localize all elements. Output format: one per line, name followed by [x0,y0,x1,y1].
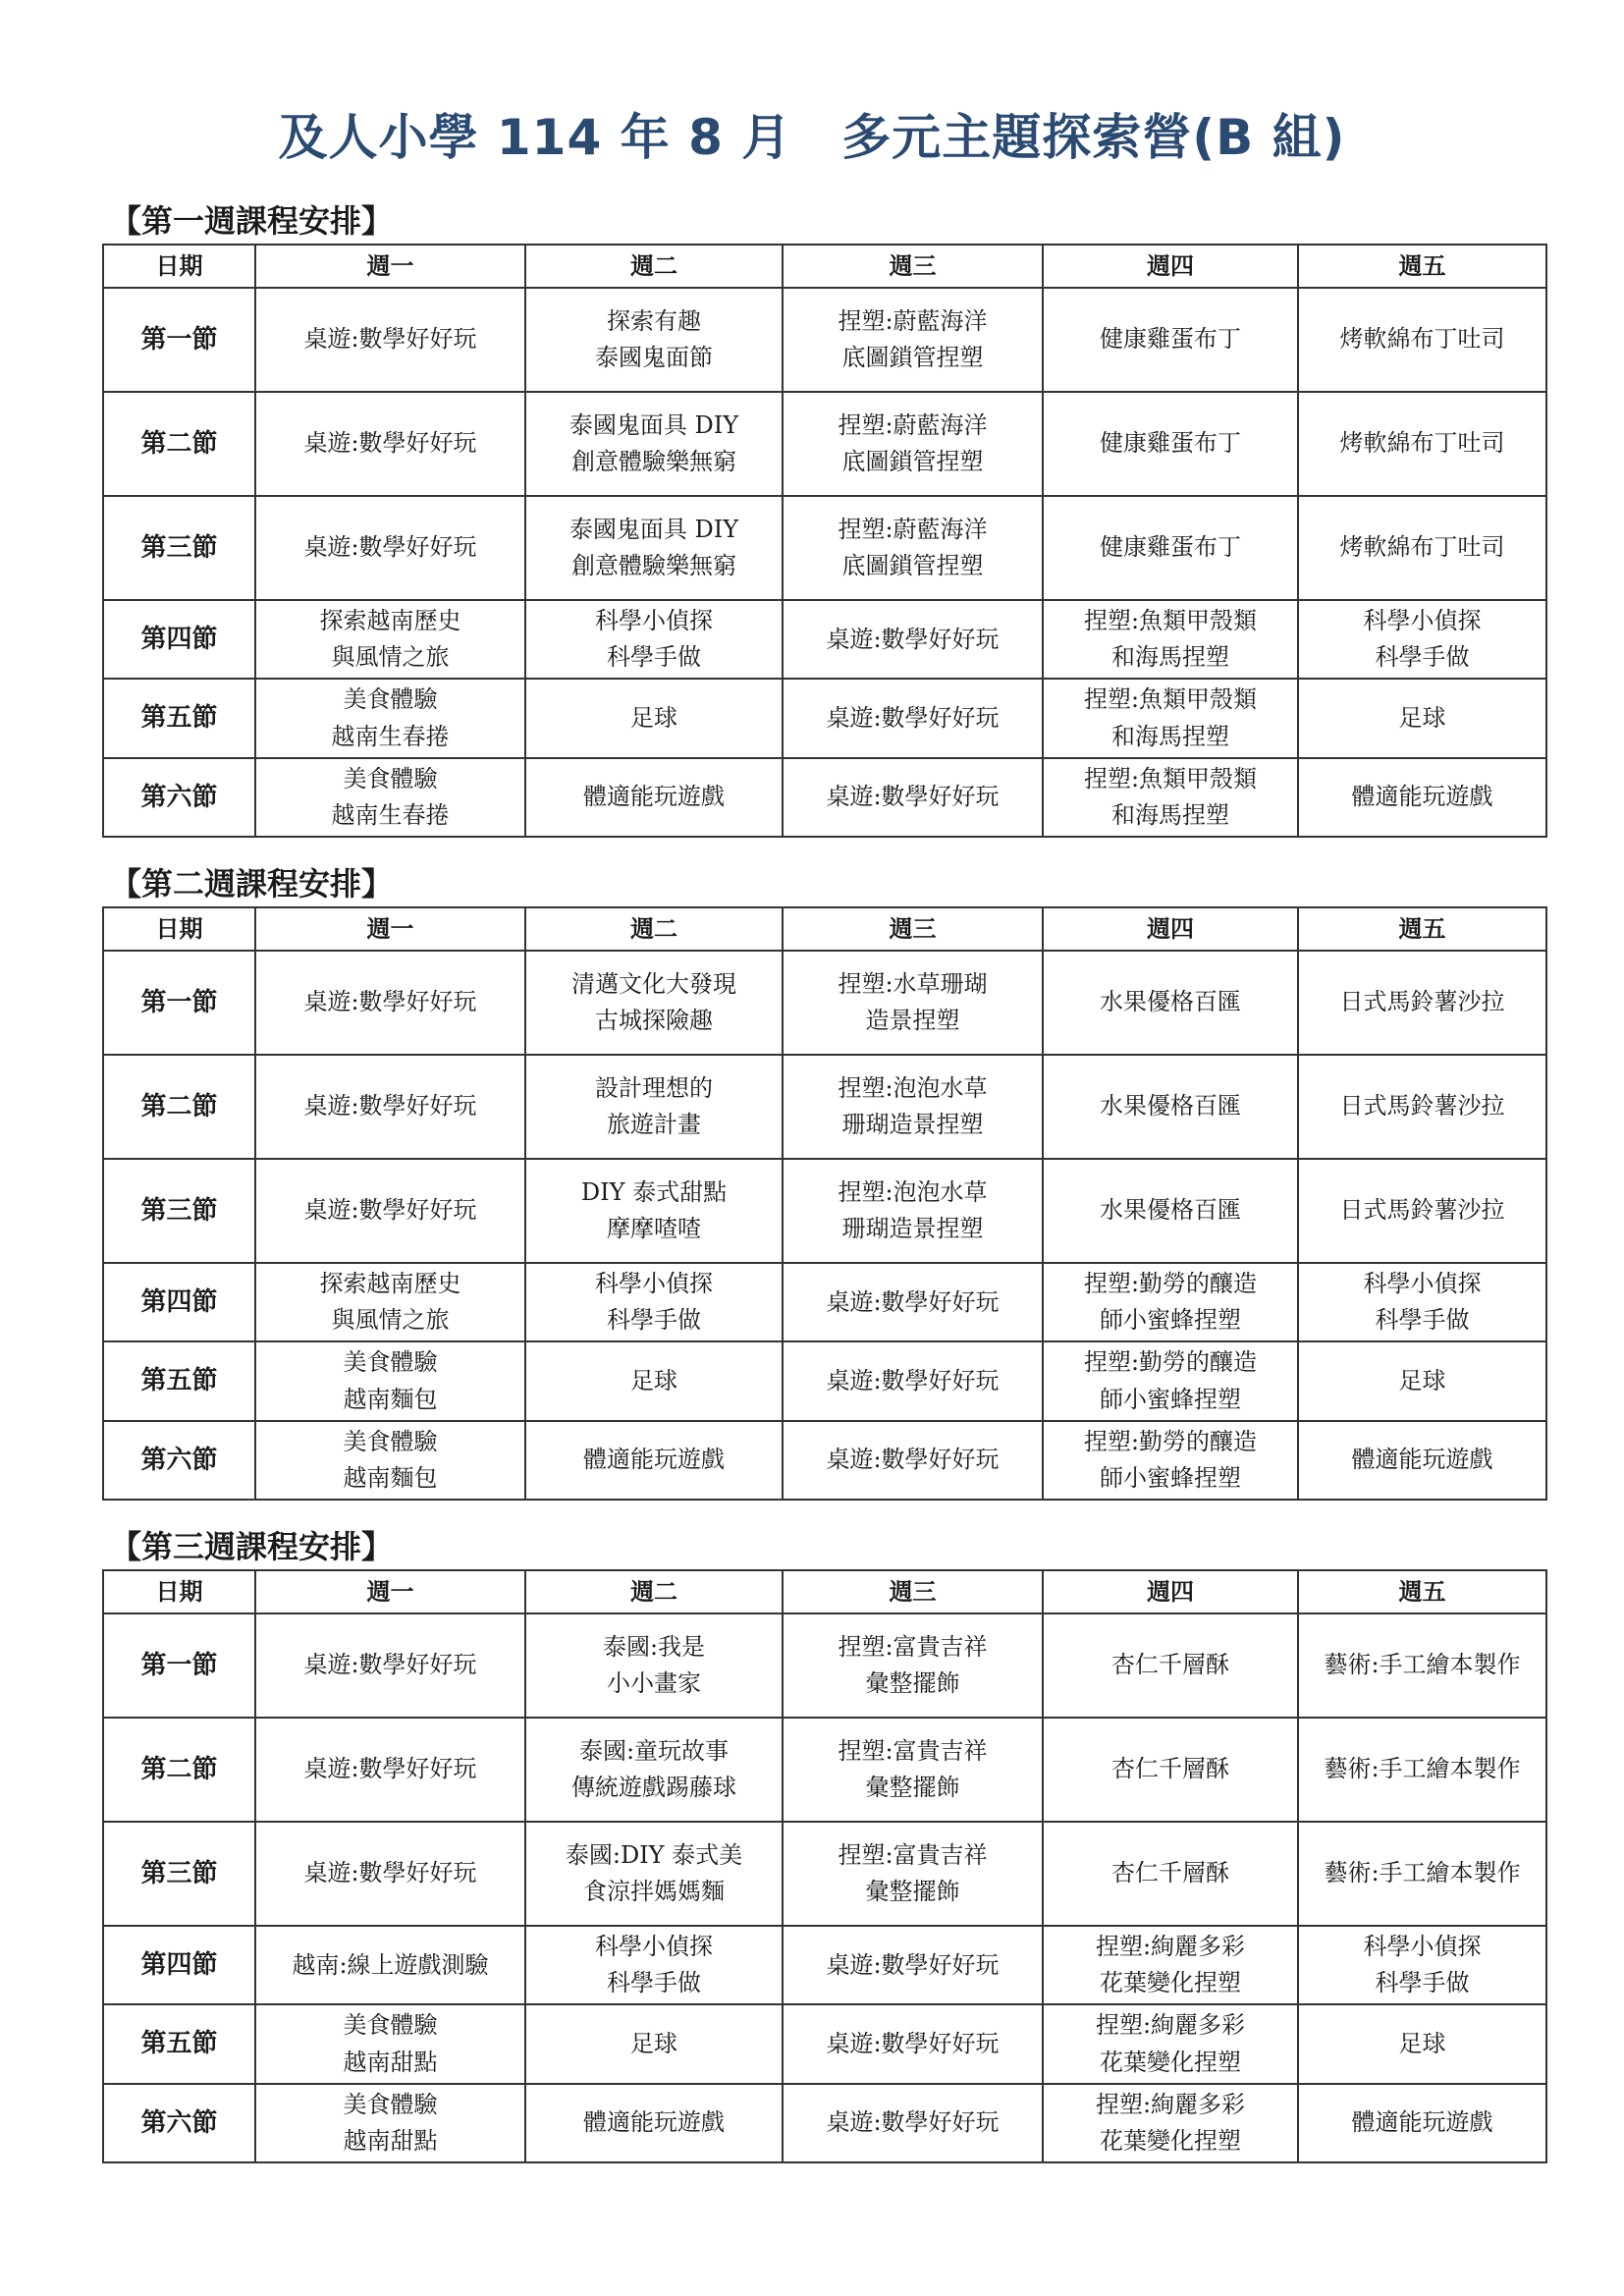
table-row [103,392,1546,496]
course-cell [1043,1421,1298,1500]
period-label: 第二節 [103,1055,255,1159]
course-text: 日式馬鈴薯沙拉 [1339,1196,1505,1225]
course-text: 捏塑:蔚藍海洋 [838,306,988,335]
course-text: 小小畫家 [607,1669,701,1697]
course-text: 傳統遊戲踢藤球 [571,1774,736,1801]
column-header: 週二 [525,907,783,951]
course-text: 水果優格百匯 [1100,1092,1241,1121]
course-text: 越南麵包 [343,1385,438,1413]
period-label: 第六節 [103,2084,255,2162]
course-text: 桌遊:數學好好玩 [826,2108,1000,2137]
course-text: 水果優格百匯 [1100,1196,1241,1225]
course-text: 捏塑:富貴吉祥 [838,1736,988,1765]
column-header: 週三 [783,1570,1043,1613]
course-cell [255,1055,525,1159]
course-cell [783,951,1043,1055]
course-text: 造景捏塑 [865,1007,960,1034]
course-cell [525,1926,783,2004]
table-row [103,758,1546,837]
course-text: 桌遊:數學好好玩 [303,325,477,354]
column-header: 週一 [255,907,525,951]
course-text: 捏塑:富貴吉祥 [838,1840,988,1869]
course-text: 桌遊:數學好好玩 [303,1755,477,1783]
course-text: 泰國鬼面節 [595,344,713,371]
column-header: 日期 [103,1570,255,1613]
course-text: 花葉變化捏塑 [1100,2048,1241,2076]
course-cell [255,2004,525,2083]
course-text: 桌遊:數學好好玩 [826,1950,1000,1979]
period-label: 第一節 [103,288,255,392]
course-cell [783,1718,1043,1822]
course-text: 泰國:DIY 泰式美 [565,1840,743,1869]
course-cell [255,1421,525,1500]
course-text: 水果優格百匯 [1100,988,1241,1016]
table-header-row [103,245,1546,288]
course-text: 捏塑:魚類甲殼類 [1083,764,1258,793]
course-cell [1043,1159,1298,1263]
course-cell [525,1613,783,1718]
course-cell [1043,951,1298,1055]
table-row [103,951,1546,1055]
course-text: 科學手做 [1375,1969,1470,1997]
course-cell [1043,600,1298,679]
course-text: 烤軟綿布丁吐司 [1339,325,1505,354]
column-header: 週二 [525,1570,783,1613]
course-cell [1298,951,1546,1055]
course-text: 桌遊:數學好好玩 [826,703,1000,732]
period-label: 第四節 [103,1926,255,2004]
course-cell [525,1055,783,1159]
page-title: 及人小學 114 年 8 月 多元主題探索營(B 組) [278,109,1346,166]
course-text: 杏仁千層酥 [1111,1755,1229,1783]
course-cell [1298,1159,1546,1263]
course-text: 科學小偵探 [595,1270,713,1297]
course-cell [525,600,783,679]
course-text: 科學小偵探 [595,607,713,634]
column-header: 週四 [1043,1570,1298,1613]
course-cell [525,951,783,1055]
course-text: 桌遊:數學好好玩 [826,1287,1000,1316]
course-cell [255,1718,525,1822]
period-label: 第五節 [103,1341,255,1420]
course-cell [1298,1718,1546,1822]
course-cell [525,392,783,496]
course-text: DIY 泰式甜點 [580,1177,728,1206]
period-label: 第四節 [103,600,255,679]
course-text: 足球 [1398,2029,1446,2057]
schedule-table [102,1569,1547,2163]
column-header: 週三 [783,907,1043,951]
course-cell [525,1421,783,1500]
course-cell [525,1718,783,1822]
course-text: 越南生春捲 [331,800,450,829]
course-text: 藝術:手工繪本製作 [1324,1651,1521,1679]
course-cell [255,679,525,757]
column-header: 週二 [525,245,783,288]
course-text: 桌遊:數學好好玩 [826,2029,1000,2057]
course-text: 探索越南歷史 [319,607,461,634]
course-cell [783,1263,1043,1341]
course-text: 彙整擺飾 [865,1669,960,1697]
course-text: 捏塑:蔚藍海洋 [838,410,988,439]
course-cell [1298,392,1546,496]
course-text: 桌遊:數學好好玩 [303,1092,477,1121]
table-row [103,496,1546,600]
course-text: 捏塑:絢麗多彩 [1095,1933,1246,1960]
course-text: 底圖鎖管捏塑 [841,344,984,371]
course-cell [1298,1341,1546,1420]
course-text: 師小蜜蜂捏塑 [1100,1306,1241,1335]
course-cell [783,1055,1043,1159]
course-text: 足球 [630,703,677,732]
course-text: 體適能玩遊戲 [583,783,725,811]
table-row [103,600,1546,679]
course-text: 美食體驗 [343,685,438,714]
period-label: 第三節 [103,496,255,600]
course-cell [255,1263,525,1341]
course-cell [1043,2084,1298,2162]
course-text: 藝術:手工繪本製作 [1324,1859,1521,1887]
course-cell [783,1613,1043,1718]
schedule-table [102,906,1547,1501]
period-label: 第六節 [103,1421,255,1500]
course-text: 足球 [630,1366,677,1394]
course-text: 日式馬鈴薯沙拉 [1339,988,1505,1016]
course-cell [1298,288,1546,392]
period-label: 第二節 [103,1718,255,1822]
course-cell [1043,679,1298,757]
course-cell [1043,2004,1298,2083]
column-header: 週五 [1298,1570,1546,1613]
period-label: 第五節 [103,2004,255,2083]
course-cell [525,1263,783,1341]
table-row [103,1613,1546,1718]
table-row [103,1718,1546,1822]
course-text: 桌遊:數學好好玩 [303,1651,477,1679]
course-text: 體適能玩遊戲 [583,1446,725,1474]
course-cell [255,1341,525,1420]
course-text: 捏塑:魚類甲殼類 [1083,685,1258,714]
course-text: 桌遊:數學好好玩 [303,429,477,458]
course-cell [1298,1822,1546,1926]
course-text: 越南甜點 [343,2048,438,2076]
course-text: 科學小偵探 [1363,607,1482,634]
course-text: 美食體驗 [343,2011,438,2040]
table-row [103,1159,1546,1263]
course-text: 古城探險趣 [595,1007,713,1034]
course-text: 體適能玩遊戲 [1351,783,1493,811]
course-cell [1298,679,1546,757]
course-cell [525,2004,783,2083]
course-text: 捏塑:蔚藍海洋 [838,515,988,543]
course-cell [1298,2084,1546,2162]
course-text: 珊瑚造景捏塑 [841,1215,984,1242]
course-text: 捏塑:泡泡水草 [838,1073,988,1102]
course-text: 美食體驗 [343,2090,438,2118]
course-cell [1043,1822,1298,1926]
course-cell [1298,496,1546,600]
course-text: 科學手做 [607,643,701,672]
course-text: 美食體驗 [343,1427,438,1455]
period-label: 第四節 [103,1263,255,1341]
column-header: 週四 [1043,245,1298,288]
course-cell [1298,1421,1546,1500]
course-cell [783,679,1043,757]
period-label: 第一節 [103,1613,255,1718]
course-cell [1043,288,1298,392]
course-text: 科學手做 [607,1969,701,1997]
schedule-table [102,244,1547,838]
course-text: 創意體驗樂無窮 [571,448,736,475]
course-cell [783,2004,1043,2083]
course-text: 美食體驗 [343,1348,438,1377]
course-cell [1298,2004,1546,2083]
course-cell [525,288,783,392]
week-heading: 【第三週課程安排】 [110,1528,394,1565]
table-row [103,2084,1546,2162]
course-cell [783,1159,1043,1263]
column-header: 週三 [783,245,1043,288]
course-cell [783,392,1043,496]
course-cell [255,288,525,392]
course-cell [255,758,525,837]
course-cell [783,2084,1043,2162]
course-text: 科學手做 [607,1306,701,1335]
course-cell [1043,1718,1298,1822]
course-text: 旅遊計畫 [607,1111,701,1138]
course-text: 杏仁千層酥 [1111,1651,1229,1679]
course-text: 美食體驗 [343,764,438,793]
course-text: 健康雞蛋布丁 [1100,429,1241,458]
course-text: 捏塑:富貴吉祥 [838,1632,988,1661]
course-text: 健康雞蛋布丁 [1100,325,1241,354]
course-text: 足球 [1398,703,1446,732]
course-cell [255,1926,525,2004]
course-text: 師小蜜蜂捏塑 [1100,1385,1241,1413]
course-cell [255,1613,525,1718]
course-cell [783,288,1043,392]
course-text: 越南生春捲 [331,722,450,750]
table-row [103,1421,1546,1500]
course-text: 食涼拌媽媽麵 [583,1878,725,1905]
course-text: 足球 [630,2029,677,2057]
course-cell [255,951,525,1055]
table-row [103,1822,1546,1926]
course-cell [255,392,525,496]
course-cell [255,496,525,600]
column-header: 週五 [1298,245,1546,288]
course-text: 足球 [1398,1366,1446,1394]
course-text: 捏塑:泡泡水草 [838,1177,988,1206]
course-text: 科學手做 [1375,1306,1470,1335]
course-cell [1043,1341,1298,1420]
course-cell [255,2084,525,2162]
course-cell [1043,392,1298,496]
course-text: 科學小偵探 [1363,1270,1482,1297]
course-text: 探索越南歷史 [319,1270,461,1297]
course-cell [525,2084,783,2162]
course-cell [525,758,783,837]
course-text: 與風情之旅 [331,1306,450,1335]
course-cell [1043,496,1298,600]
course-text: 捏塑:水草珊瑚 [838,969,988,998]
table-header-row [103,907,1546,951]
course-text: 花葉變化捏塑 [1100,1969,1241,1997]
course-cell [783,1822,1043,1926]
course-text: 捏塑:勤勞的釀造 [1083,1427,1258,1455]
period-label: 第三節 [103,1822,255,1926]
course-cell [525,1341,783,1420]
course-cell [783,496,1043,600]
course-text: 桌遊:數學好好玩 [826,783,1000,811]
course-cell [1043,1263,1298,1341]
course-cell [1298,1613,1546,1718]
course-cell [783,1421,1043,1500]
course-text: 與風情之旅 [331,643,450,672]
course-cell [783,600,1043,679]
course-text: 體適能玩遊戲 [1351,2108,1493,2137]
course-cell [1298,1055,1546,1159]
course-text: 捏塑:勤勞的釀造 [1083,1270,1258,1297]
course-text: 科學手做 [1375,643,1470,672]
course-text: 探索有趣 [607,306,701,335]
course-cell [1298,758,1546,837]
course-text: 底圖鎖管捏塑 [841,552,984,579]
course-text: 和海馬捏塑 [1111,722,1229,750]
course-text: 創意體驗樂無窮 [571,552,736,579]
column-header: 日期 [103,907,255,951]
period-label: 第六節 [103,758,255,837]
period-label: 第五節 [103,679,255,757]
course-text: 泰國:童玩故事 [578,1736,730,1765]
course-text: 桌遊:數學好好玩 [303,1196,477,1225]
course-text: 越南:線上遊戲測驗 [292,1950,489,1979]
course-cell [1043,1055,1298,1159]
period-label: 第二節 [103,392,255,496]
course-text: 師小蜜蜂捏塑 [1100,1463,1241,1492]
course-text: 烤軟綿布丁吐司 [1339,533,1505,562]
period-label: 第三節 [103,1159,255,1263]
course-text: 花葉變化捏塑 [1100,2126,1241,2155]
table-row [103,2004,1546,2083]
course-text: 桌遊:數學好好玩 [826,625,1000,653]
course-text: 設計理想的 [595,1073,713,1102]
course-text: 桌遊:數學好好玩 [303,533,477,562]
course-text: 珊瑚造景捏塑 [841,1111,984,1138]
course-text: 捏塑:勤勞的釀造 [1083,1348,1258,1377]
column-header: 週一 [255,1570,525,1613]
course-text: 捏塑:魚類甲殼類 [1083,607,1258,634]
course-text: 清邁文化大發現 [571,969,736,998]
course-text: 捏塑:絢麗多彩 [1095,2090,1246,2118]
week-heading: 【第一週課程安排】 [110,202,394,240]
course-cell [1043,1613,1298,1718]
course-text: 越南甜點 [343,2126,438,2155]
course-text: 彙整擺飾 [865,1878,960,1905]
course-cell [1298,600,1546,679]
course-text: 杏仁千層酥 [1111,1859,1229,1887]
course-text: 日式馬鈴薯沙拉 [1339,1092,1505,1121]
course-cell [525,679,783,757]
course-text: 桌遊:數學好好玩 [826,1446,1000,1474]
course-text: 越南麵包 [343,1463,438,1492]
period-label: 第一節 [103,951,255,1055]
course-text: 底圖鎖管捏塑 [841,448,984,475]
course-text: 桌遊:數學好好玩 [303,988,477,1016]
course-cell [255,1159,525,1263]
course-cell [255,600,525,679]
course-cell [1298,1926,1546,2004]
column-header: 週一 [255,245,525,288]
column-header: 週四 [1043,907,1298,951]
course-text: 科學小偵探 [1363,1933,1482,1960]
week-heading: 【第二週課程安排】 [110,865,394,902]
course-cell [1298,1263,1546,1341]
course-cell [783,1341,1043,1420]
course-cell [1043,758,1298,837]
course-text: 彙整擺飾 [865,1774,960,1801]
course-text: 泰國鬼面具 DIY [568,515,739,543]
table-row [103,679,1546,757]
course-cell [255,1822,525,1926]
column-header: 週五 [1298,907,1546,951]
course-text: 桌遊:數學好好玩 [303,1859,477,1887]
table-header-row [103,1570,1546,1613]
column-header: 日期 [103,245,255,288]
table-row [103,1055,1546,1159]
course-cell [783,1926,1043,2004]
course-text: 體適能玩遊戲 [1351,1446,1493,1474]
course-text: 泰國:我是 [602,1632,706,1661]
course-text: 健康雞蛋布丁 [1100,533,1241,562]
course-cell [525,1822,783,1926]
course-text: 泰國鬼面具 DIY [568,410,739,439]
course-text: 和海馬捏塑 [1111,643,1229,672]
course-text: 藝術:手工繪本製作 [1324,1755,1521,1783]
course-text: 體適能玩遊戲 [583,2108,725,2137]
course-text: 摩摩喳喳 [607,1215,701,1242]
course-cell [1043,1926,1298,2004]
course-text: 捏塑:絢麗多彩 [1095,2011,1246,2040]
table-row [103,288,1546,392]
course-text: 和海馬捏塑 [1111,800,1229,829]
table-row [103,1926,1546,2004]
course-text: 科學小偵探 [595,1933,713,1960]
course-cell [525,496,783,600]
table-row [103,1341,1546,1420]
course-cell [783,758,1043,837]
table-row [103,1263,1546,1341]
course-text: 桌遊:數學好好玩 [826,1366,1000,1394]
course-cell [525,1159,783,1263]
course-text: 烤軟綿布丁吐司 [1339,429,1505,458]
